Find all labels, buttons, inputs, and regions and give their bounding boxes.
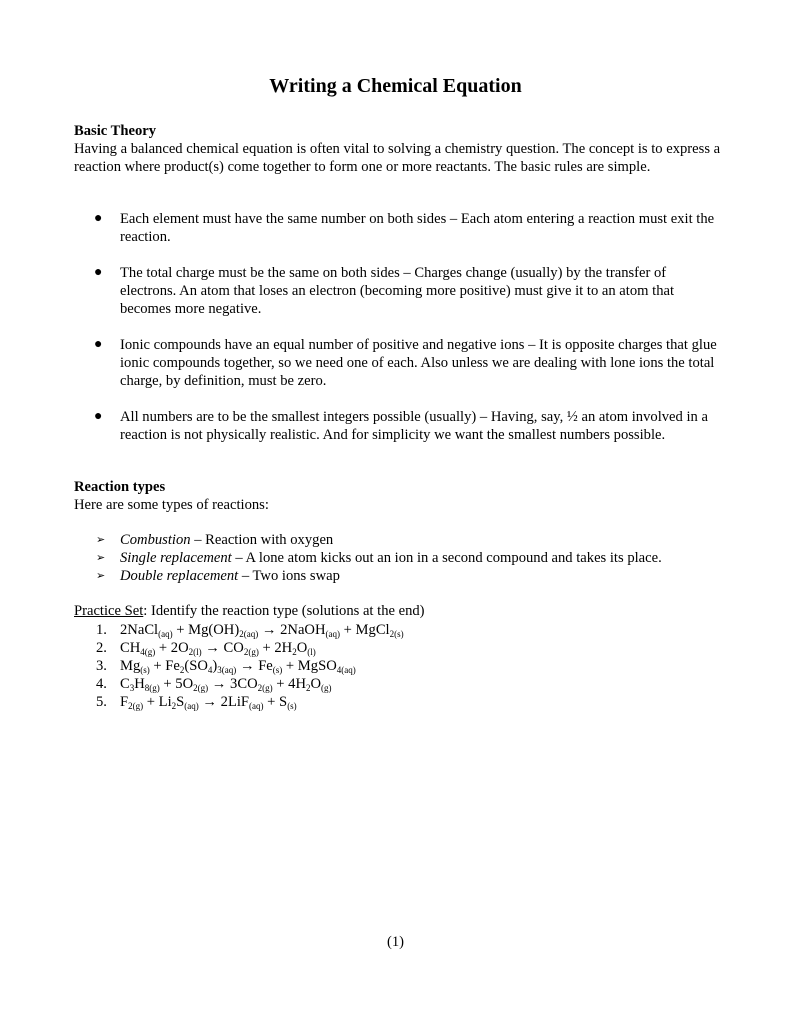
equation-list xyxy=(96,621,696,711)
reaction-type-name: Single replacement – xyxy=(120,550,243,566)
equation-text: $Mg_{(s)} + Fe_2(SO_4)_{3(aq)} \to Fe_{(s)}$ + MgSO$_{4(aq)}$ xyxy=(120,658,356,675)
equation-text: $C_3H_{8(g)} + 5O_{2(g)} \to 3CO_{2(g)} + 4H_2O_{(g)}$ xyxy=(120,676,332,693)
page-number: (1) xyxy=(386,934,405,950)
rule-text: The total charge must be the same on both sides – Charges change (usually) by the transfer of electrons. An atom that loses an electron (becoming more positive) must give it to an atom that becomes more negative. xyxy=(120,265,675,317)
rule-item xyxy=(94,336,724,390)
reaction-type-desc: – Two ions swap xyxy=(238,568,340,584)
arrow-bullet-icon: ➢ xyxy=(96,552,106,564)
practice-set-instruction: : Identify the reaction type (solutions at the end) xyxy=(143,603,425,619)
page-title: Writing a Chemical Equation xyxy=(269,75,522,97)
reaction-type-desc: A lone atom kicks out an ion in a second compound and takes its place. xyxy=(242,550,662,566)
equation-text: $F_{2(g)} + Li_2S_{(aq)} \to 2LiF_{(aq)} + S_{(s)}$ xyxy=(120,694,297,711)
equation-number: 5. xyxy=(96,694,107,710)
equation-item xyxy=(96,675,696,693)
arrow-bullet-icon: ➢ xyxy=(96,570,106,582)
equation-number: 3. xyxy=(96,658,107,674)
reaction-types-section xyxy=(74,478,724,514)
rules-list xyxy=(94,210,724,462)
reaction-type-item xyxy=(94,567,724,585)
rule-item xyxy=(94,408,724,444)
practice-set-label: Practice Set xyxy=(74,603,144,619)
basic-theory-heading: Basic Theory xyxy=(74,123,157,139)
rule-text: All numbers are to be the smallest integers possible (usually) – Having, say, ½ an atom involved in a reaction is not physically realistic. And for simplicity we want the smallest numbers possible. xyxy=(120,409,708,443)
arrow-bullet-icon: ➢ xyxy=(96,534,106,546)
rule-text: Ionic compounds have an equal number of positive and negative ions – It is opposite charges that glue ionic compounds together, so we need one of each. Also unless we are dealing with lone ions the total charge, by definition, must be zero. xyxy=(120,337,717,389)
equation-item xyxy=(96,657,696,675)
equation-text: 2NaCl$_{(aq)}$ + $Mg(OH)_{2(aq)}$ → 2NaOH$_{(aq)}$ + MgCl$_{2(s)}$ xyxy=(120,622,404,639)
rule-item xyxy=(94,264,724,318)
basic-theory-section xyxy=(74,122,724,176)
basic-theory-intro: Having a balanced chemical equation is often vital to solving a chemistry question. The concept is to express a reaction where product(s) come together to form one or more reactants. The basic rules are simple. xyxy=(74,141,721,175)
equation-text: $CH_{4(g)} + 2O_{2(l)} \to CO_{2(g)} + 2H_2O_{(l)}$ xyxy=(120,640,316,657)
equation-item xyxy=(96,639,696,657)
bullet-icon: ● xyxy=(94,337,103,352)
equation-number: 2. xyxy=(96,640,107,656)
rule-item xyxy=(94,210,724,246)
equation-item xyxy=(96,693,696,711)
bullet-icon: ● xyxy=(94,265,103,280)
practice-set-header xyxy=(74,602,724,620)
reaction-types-heading: Reaction types xyxy=(74,479,166,495)
reaction-type-desc: – Reaction with oxygen xyxy=(190,532,334,548)
bullet-icon: ● xyxy=(94,409,103,424)
bullet-icon: ● xyxy=(94,211,103,226)
equation-number: 1. xyxy=(96,622,107,638)
reaction-type-item xyxy=(94,531,724,549)
reaction-types-list xyxy=(94,531,724,585)
equation-item xyxy=(96,621,696,639)
rule-text: Each element must have the same number on both sides – Each atom entering a reaction must exit the reaction. xyxy=(120,211,715,245)
reaction-types-intro: Here are some types of reactions: xyxy=(74,497,269,513)
reaction-type-name: Double replacement xyxy=(120,568,239,584)
reaction-type-item xyxy=(94,549,724,567)
equation-number: 4. xyxy=(96,676,107,692)
reaction-type-name: Combustion xyxy=(120,532,191,548)
